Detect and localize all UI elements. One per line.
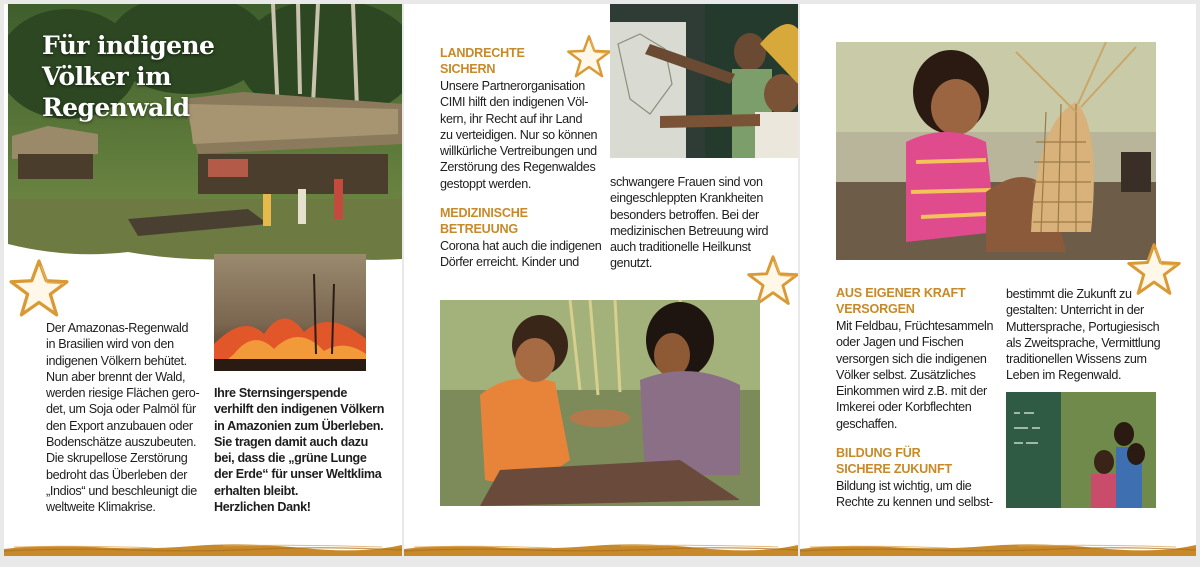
burning-forest-photo [214,254,366,371]
brochure-title: Für indigene Völker im Regenwald [42,31,215,122]
brochure-panel-right [800,4,1196,556]
land-rights-heading: LANDRECHTE SICHERN [440,46,525,76]
star-icon [566,34,612,80]
education-text: Bildung ist wichtig, um die Rechte zu kennen und selbst- [836,479,993,510]
medical-text-continued: schwangere Frauen sind von eingeschleppten Krankheiten besonders betroffen. Bei der medizinischen Betreuung wird auch traditionelle Heilkunst genutzt. [610,175,769,271]
brush-stroke-divider [800,540,1196,556]
donation-note: Ihre Sternsingerspende verhilft den indigenen Völkern in Amazonien zum Überleben. Sie tragen damit auch dazu bei, dass die „grüne Lunge der Erde“ für unser Weltklima erhalten bleibt. Herzlichen Dank! [214,386,385,515]
land-rights-text: Unsere Partnerorganisation CIMI hilft den indigenen Völ- kern, ihr Recht auf ihr Land zu verteidigen. Nur so können willkürliche Vertreibungen und Zerstörung des Regenwaldes gestoppt werden. [440,79,598,191]
classroom-photo [1006,392,1156,508]
medical-text: Corona hat auch die indigenen Dörfer erreicht. Kinder und [440,239,602,270]
education-text-continued: bestimmt die Zukunft zu gestalten: Unterricht in der Muttersprache, Portugiesisch als Zweitsprache, Vermittlung traditionellen Wissens zum Leben im Regenwald. [1006,287,1161,383]
education-heading: BILDUNG FÜR SICHERE ZUKUNFT [836,446,952,476]
brush-stroke-divider [404,540,798,556]
self-supply-heading: AUS EIGENER KRAFT VERSORGEN [836,286,966,316]
medical-heading: MEDIZINISCHE BETREUUNG [440,206,528,236]
traditional-healing-photo [440,300,760,506]
brochure-panel-left [4,4,402,556]
map-presentation-photo [610,4,798,158]
brochure-panel-middle [404,4,798,556]
self-supply-text: Mit Feldbau, Früchtesammeln oder Jagen und Fischen versorgen sich die indigenen Völker selbst. Zusätzliches Einkommen wird z.B. mit der Imkerei oder Korbflechten geschaffen. [836,319,994,431]
intro-text: Der Amazonas-Regenwald in Brasilien wird von den indigenen Völkern behütet. Nun aber brennt der Wald, werden riesige Flächen gero- det, um Soja oder Palmöl für den Export anzubauen oder Bodenschätze auszubeuten. Die skrupellose Zerstörung bedroht das Überleben der „Indios“ und beschleunigt die weltweite Klimakrise. [46,321,200,515]
basket-weaving-photo [836,42,1156,260]
brush-stroke-divider [4,540,402,556]
star-icon [8,258,70,320]
